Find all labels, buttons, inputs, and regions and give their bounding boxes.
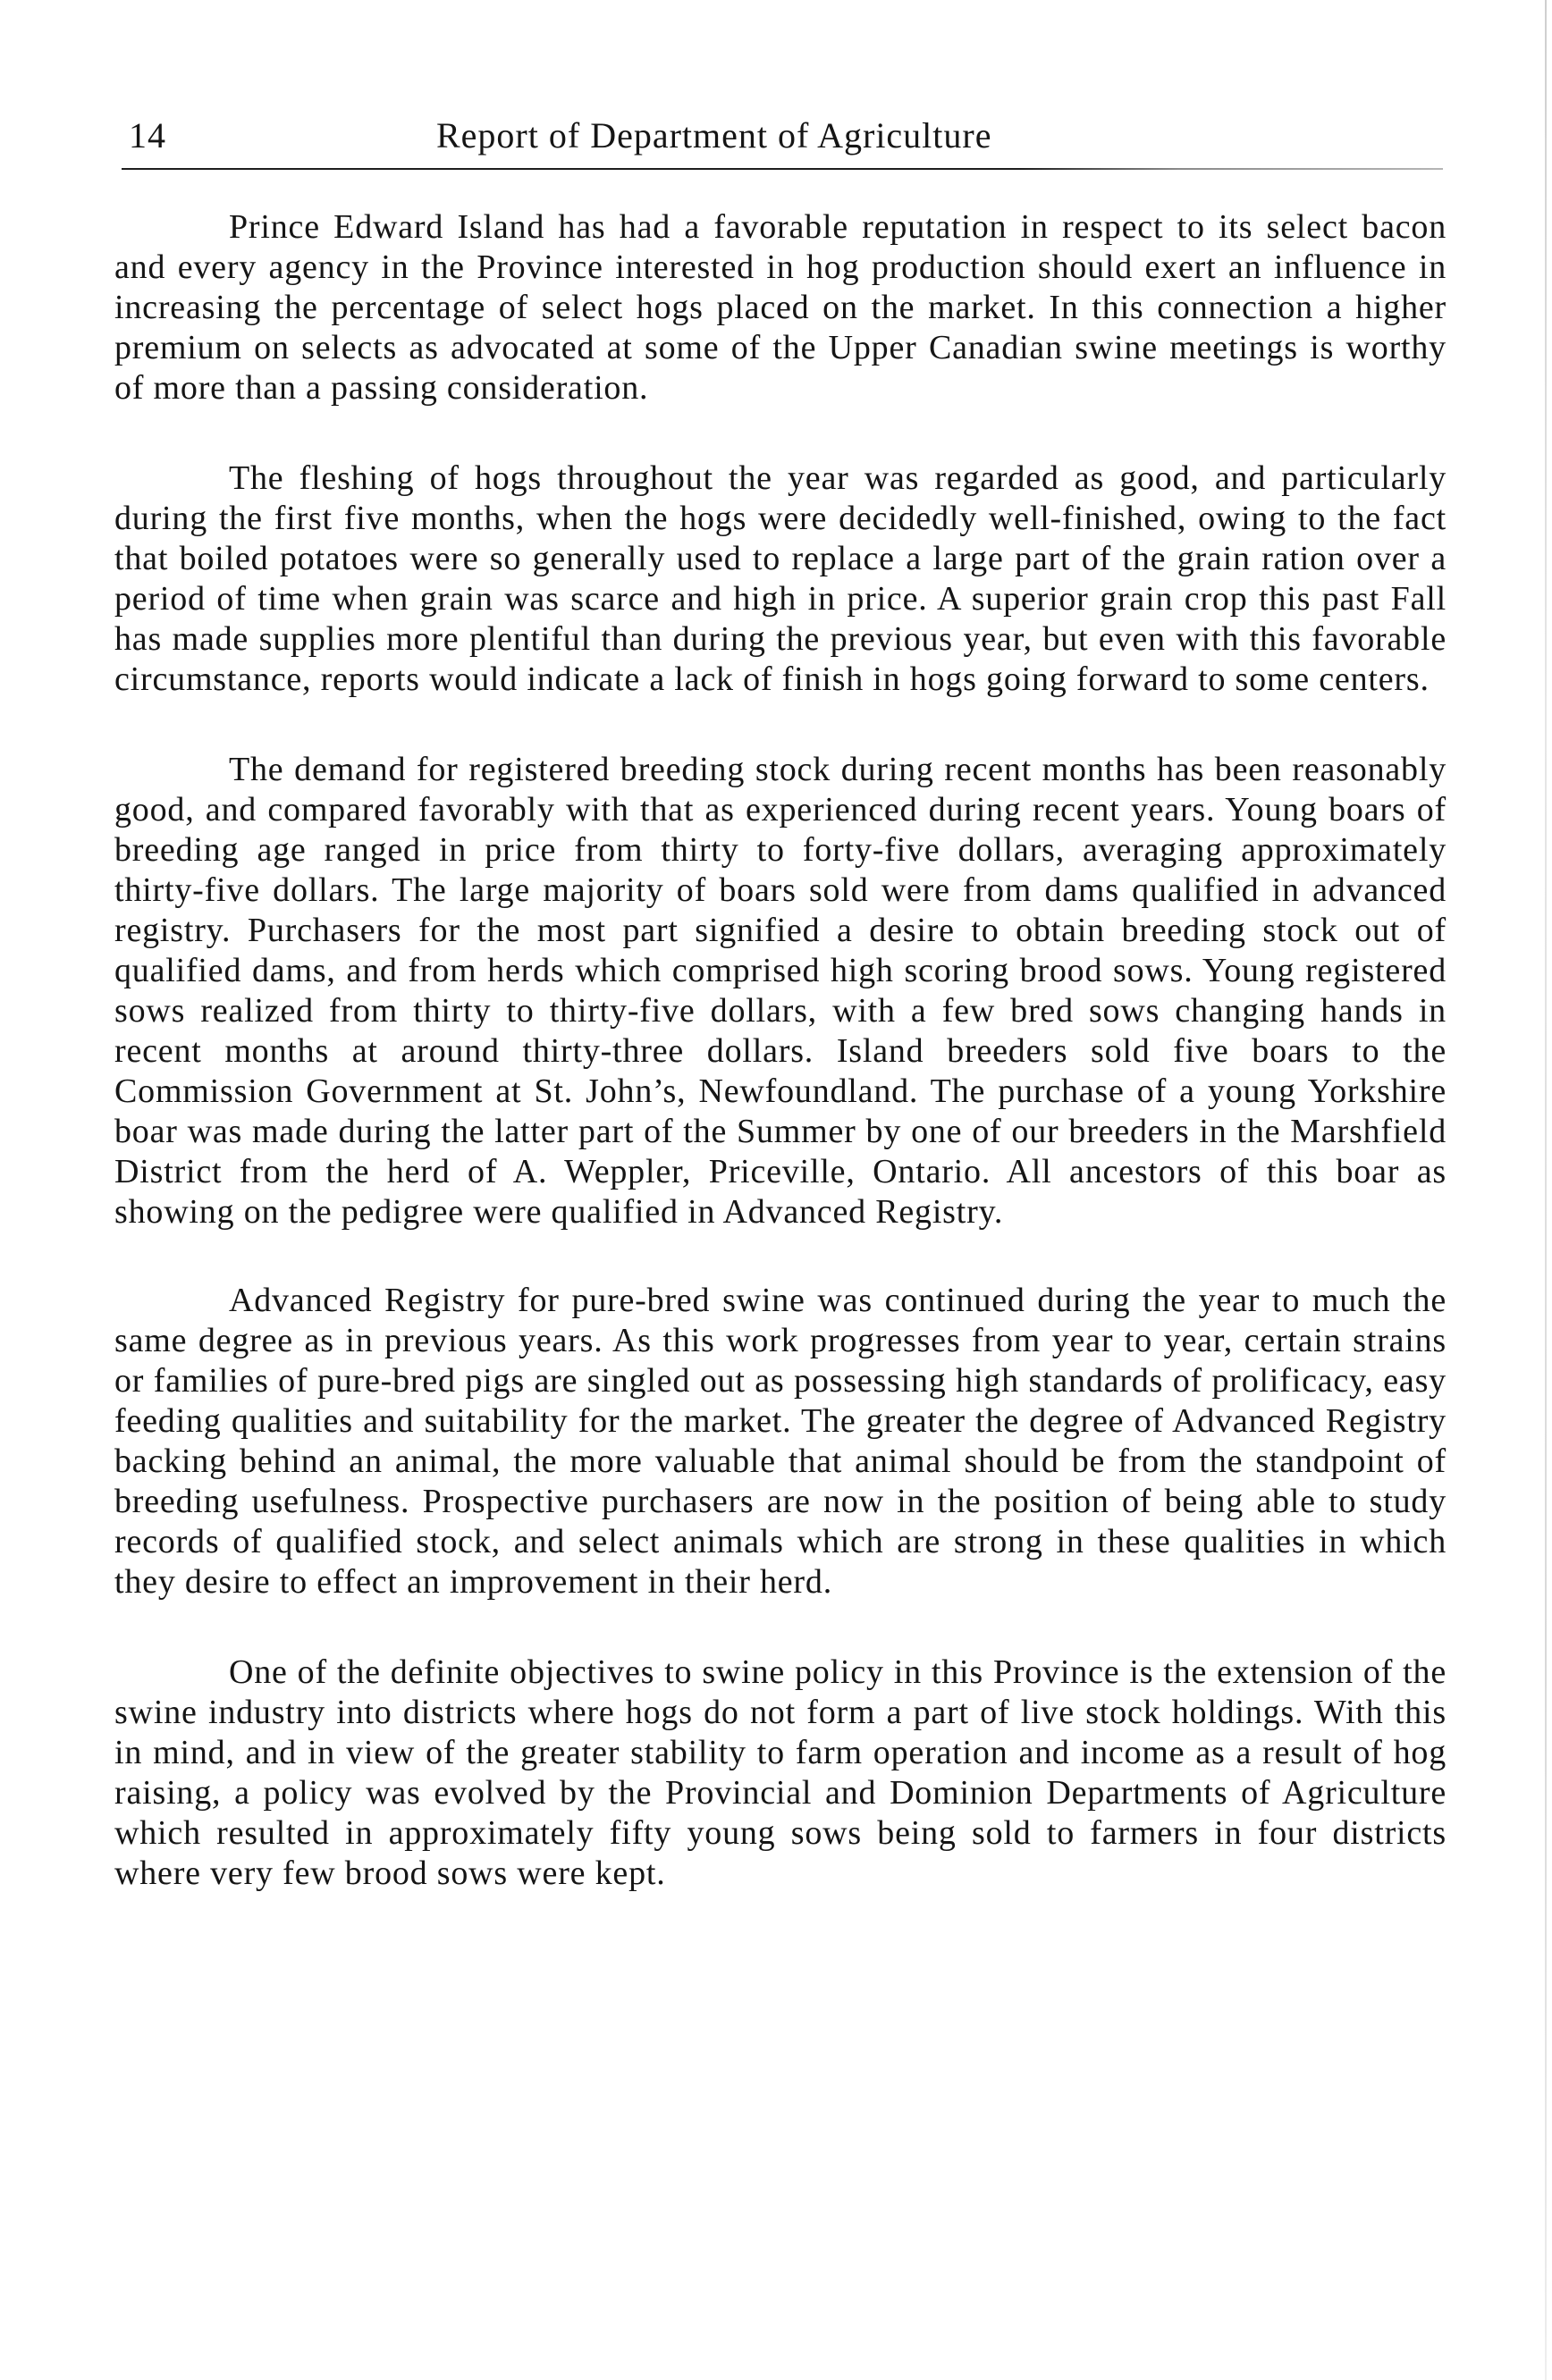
paragraph-advanced-registry: Advanced Registry for pure-bred swine was continued during the year to much the same degree as in previous years. As this work progresses from year to year, certain strains or families of pure-bred pigs are singled out as possessing high standards of prolificacy, easy feeding qualities and suitability for the market. The greater the degree of Advanced Registry backing behind an animal, the more valuable that animal should be from the standpoint of breeding usefulness. Prospective purchasers are now in the position of being able to study records of qualified stock, and select animals which are strong in these qualities in which they desire to effect an improvement in their herd. (114, 1282, 1447, 1601)
body-text (114, 207, 1447, 1944)
paragraph-fleshing-of-hogs: The fleshing of hogs throughout the year was regarded as good, and particularly during the first five months, when the hogs were decidedly well-finished, owing to the fact that boiled potatoes were so generally used to replace a large part of the grain ration over a period of time when grain was scarce and high in price. A superior grain crop this past Fall has made supplies more plentiful than during the previous year, but even with this favorable circumstance, reports would indicate a lack of finish in hogs going forward to some centers. (114, 459, 1447, 698)
paragraph-select-bacon: Prince Edward Island has had a favorable reputation in respect to its select bacon and every agency in the Province interested in hog production should exert an influence in increasing the percentage of select hogs placed on the market. In this connection a higher premium on selects as advocated at some of the Upper Canadian swine meetings is worthy of more than a passing consideration. (114, 208, 1447, 407)
page-edge-shadow (1545, 0, 1547, 2380)
paragraph-swine-policy: One of the definite objectives to swine policy in this Province is the extension of the swine industry into districts where hogs do not form a part of live stock holdings. With this in mind, and in view of the greater stability to farm operation and income as a result of hog raising, a policy was evolved by the Provincial and Dominion Departments of Agriculture which resulted in approximately fifty young sows being sold to farmers in four districts where very few brood sows were kept. (114, 1653, 1447, 1892)
page-number: 14 (129, 115, 166, 156)
page-header (122, 113, 1445, 166)
running-title: Report of Department of Agriculture (436, 115, 992, 156)
header-rule (122, 168, 1443, 170)
paragraph-registered-breeding-stock: The demand for registered breeding stock during recent months has been reasonably good, and compared favorably with that as experienced during recent years. Young boars of breeding age ranged in price from thirty to forty-five dollars, averaging approximately thirty-five dollars. The large majority of boars sold were from dams qualified in advanced registry. Purchasers for the most part signified a desire to obtain breeding stock out of qualified dams, and from herds which comprised high scoring brood sows. Young registered sows realized from thirty to thirty-five dollars, with a few bred sows changing hands in recent months at around thirty-three dollars. Island breeders sold five boars to the Commission Government at St. John’s, Newfoundland. The purchase of a young Yorkshire boar was made during the latter part of the Summer by one of our breeders in the Marshfield District from the herd of A. Weppler, Priceville, Ontario. All ancestors of this boar as showing on the pedigree were qualified in Advanced Registry. (114, 751, 1447, 1231)
